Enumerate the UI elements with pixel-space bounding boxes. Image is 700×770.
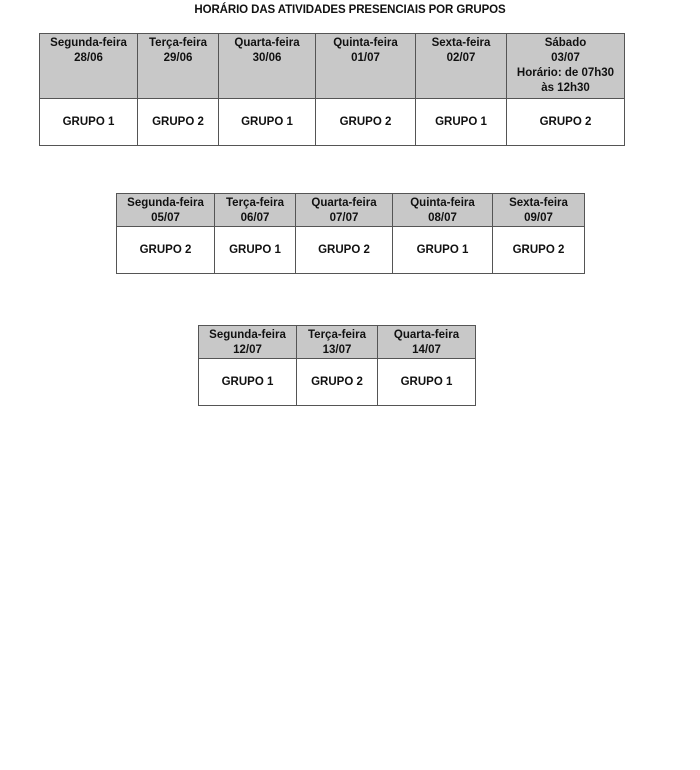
day-header (40, 34, 138, 99)
weekday-label: Segunda-feira (127, 197, 204, 209)
table-row (40, 99, 625, 146)
date-label: 29/06 (163, 52, 193, 64)
day-header (378, 326, 476, 359)
group-cell: GRUPO 2 (493, 227, 585, 274)
day-header (296, 194, 393, 227)
date-label: 03/07 (551, 52, 580, 64)
time-note: Horário: de 07h30 às 12h30 (516, 67, 615, 94)
date-label: 12/07 (233, 344, 262, 356)
day-header (393, 194, 493, 227)
day-header (219, 34, 316, 99)
date-label: 08/07 (428, 212, 457, 224)
weekday-label: Terça-feira (308, 329, 366, 341)
day-header (416, 34, 507, 99)
group-cell: GRUPO 2 (138, 99, 219, 146)
table-row (117, 227, 585, 274)
date-label: 14/07 (412, 344, 441, 356)
group-cell: GRUPO 1 (199, 359, 297, 406)
weekday-label: Terça-feira (149, 37, 207, 49)
group-cell: GRUPO 2 (316, 99, 416, 146)
weekday-label: Segunda-feira (50, 37, 127, 49)
day-header (138, 34, 219, 99)
weekday-label: Segunda-feira (209, 329, 286, 341)
date-label: 30/06 (252, 52, 282, 64)
group-cell: GRUPO 2 (507, 99, 625, 146)
weekday-label: Quarta-feira (234, 37, 300, 49)
group-cell: GRUPO 1 (393, 227, 493, 274)
weekday-label: Sábado (544, 37, 587, 49)
date-label: 01/07 (351, 52, 380, 64)
table-header-row (40, 34, 625, 99)
date-label: 28/06 (74, 52, 103, 64)
weekday-label: Sexta-feira (431, 37, 491, 49)
schedule-table-week-2 (116, 193, 585, 274)
schedule-table-week-3 (198, 325, 476, 406)
schedule-table-week-1 (39, 33, 625, 146)
day-header (507, 34, 625, 99)
day-header (117, 194, 215, 227)
day-header (215, 194, 296, 227)
table-header-row (117, 194, 585, 227)
weekday-label: Quinta-feira (333, 37, 398, 49)
date-label: 13/07 (322, 344, 352, 356)
date-label: 02/07 (446, 52, 476, 64)
weekday-label: Quarta-feira (311, 197, 377, 209)
day-header (297, 326, 378, 359)
group-cell: GRUPO 1 (215, 227, 296, 274)
day-header (316, 34, 416, 99)
date-label: 07/07 (329, 212, 359, 224)
weekday-label: Sexta-feira (509, 197, 568, 209)
group-cell: GRUPO 1 (416, 99, 507, 146)
date-label: 09/07 (524, 212, 553, 224)
date-label: 05/07 (151, 212, 180, 224)
group-cell: GRUPO 2 (117, 227, 215, 274)
group-cell: GRUPO 2 (296, 227, 393, 274)
document-title: HORÁRIO DAS ATIVIDADES PRESENCIAIS POR GRUPOS (194, 4, 506, 16)
weekday-label: Quarta-feira (393, 329, 460, 341)
group-cell: GRUPO 1 (378, 359, 476, 406)
weekday-label: Terça-feira (226, 197, 284, 209)
date-label: 06/07 (240, 212, 270, 224)
group-cell: GRUPO 1 (40, 99, 138, 146)
group-cell: GRUPO 1 (219, 99, 316, 146)
weekday-label: Quinta-feira (410, 197, 475, 209)
day-header (199, 326, 297, 359)
day-header (493, 194, 585, 227)
table-row (199, 359, 476, 406)
table-header-row (199, 326, 476, 359)
group-cell: GRUPO 2 (297, 359, 378, 406)
